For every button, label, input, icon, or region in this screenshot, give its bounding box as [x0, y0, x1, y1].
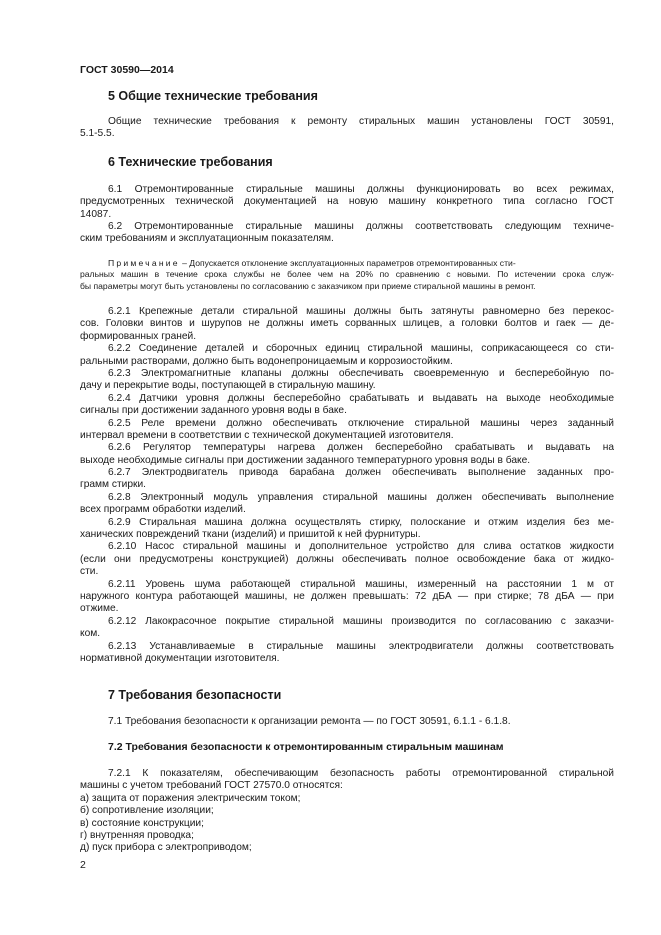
text-line: 14087. — [80, 208, 112, 220]
list-item: б) сопротивление изоляции; — [80, 805, 214, 817]
section-5-title: 5 Общие технические требования — [108, 89, 318, 103]
text-line: ским требованиям и эксплуатационным показателям. — [80, 233, 334, 245]
requirement-6-2-11 — [80, 579, 614, 616]
document-header: ГОСТ 30590—2014 — [80, 64, 174, 76]
requirement-6-2-13 — [80, 641, 614, 666]
text-line: (если они предусмотрены конструкцией) должны обеспечивать полное освобождение бака от жидко- — [80, 553, 614, 565]
text-line: грамм стирки. — [80, 479, 146, 491]
text-line: 6.2.5 Реле времени должно обеспечивать отключение стиральной машины через заданный — [108, 417, 614, 429]
text-line: Общие технические требования к ремонту стиральных машин установлены ГОСТ 30591, — [108, 116, 614, 127]
text-line: 7.2.1 К показателям, обеспечивающим безопасность работы отремонтированной стиральной — [108, 768, 614, 779]
text-line: 6.2.10 Насос стиральной машины и дополнительное устройство для слива остатков жидкости — [108, 541, 614, 553]
list-item: а) защита от поражения электрическим током; — [80, 792, 301, 804]
requirement-6-2-12 — [80, 616, 614, 641]
requirements-list — [80, 306, 614, 665]
requirement-6-2-3 — [80, 368, 614, 393]
requirement-6-2-2 — [80, 343, 614, 368]
text-line: выходе необходимые сигналы при достижении заданного температурного уровня воды в баке. — [80, 454, 531, 466]
text-line: 7.1 Требования безопасности к организации ремонта — по ГОСТ 30591, 6.1.1 - 6.1.8. — [108, 716, 511, 727]
requirement-6-2-8 — [80, 492, 614, 517]
paragraph-6-1 — [80, 184, 614, 221]
page-number: 2 — [80, 859, 86, 871]
note-text: – Допускается отклонение эксплуатационных параметров отремонтированных сти- — [179, 258, 516, 268]
text-line: 6.2.13 Устанавливаемые в стиральные машины электродвигатели должны соответствовать — [108, 640, 614, 652]
note — [80, 258, 614, 292]
section-6-title: 6 Технические требования — [108, 155, 273, 169]
text-line: предусмотренных технической документацией на новую машину конкретного типа согласно ГОСТ — [80, 196, 614, 208]
text-line: 6.2.12 Лакокрасочное покрытие стиральной машины производится по согласованию с заказчи- — [108, 615, 614, 627]
text-line: машины с учетом требований ГОСТ 27570.0 относятся: — [80, 780, 343, 792]
section-5-text — [80, 116, 614, 141]
text-line: 5.1-5.5. — [80, 128, 115, 140]
section-7-title: 7 Требования безопасности — [108, 688, 282, 702]
text-line: 6.2.2 Соединение деталей и сборочных единиц стиральной машины, соприкасающееся со сти- — [108, 343, 614, 355]
text-line: ханических повреждений ткани (изделий) и пришитой к ней фурнитуры. — [80, 529, 421, 541]
subsection-7-2-title: 7.2 Требования безопасности к отремонтированным стиральным машинам — [108, 741, 504, 753]
requirement-6-2-6 — [80, 442, 614, 467]
text-line: ральными растворами, должно быть водонепроницаемым и коррозиостойким. — [80, 355, 453, 367]
text-line: 6.2.11 Уровень шума работающей стиральной машины, измеренный на расстоянии 1 м от — [108, 578, 614, 590]
text-line: 6.2.4 Датчики уровня должны бесперебойно срабатывать и выдавать на выходе необходимые — [108, 392, 614, 404]
paragraph-7-1 — [80, 716, 614, 728]
list-item: в) состояние конструкции; — [80, 817, 204, 829]
text-line: сигналы при достижении заданного уровня воды в баке. — [80, 405, 347, 417]
note-label: Примечание — [108, 258, 180, 268]
text-line: 6.2.1 Крепежные детали стиральной машины должны быть затянуты равномерно без перекос- — [108, 306, 614, 317]
text-line: дачу и перекрытие воды, поступающей в стиральную машину. — [80, 380, 376, 392]
list-item: д) пуск прибора с электроприводом; — [80, 842, 252, 854]
text-line: 6.2.7 Электродвигатель привода барабана должен обеспечивать выполнение заданных про- — [108, 467, 614, 479]
requirement-6-2-7 — [80, 467, 614, 492]
text-line: интервал времени в соответствии с технической документацией изготовителя. — [80, 429, 454, 441]
note-line: бы параметры могут быть установлены по согласованию с заказчиком при приеме стиральной машины в ремонт. — [80, 280, 536, 291]
text-line: 6.2.3 Электромагнитные клапаны должны обеспечивать своевременную и бесперебойную по- — [108, 367, 614, 379]
text-line: сов. Головки винтов и шурупов не должны иметь сорванных шлицев, а головки болтов и гаек — де- — [80, 318, 614, 330]
requirement-6-2-9 — [80, 517, 614, 542]
text-line: 6.1 Отремонтированные стиральные машины должны функционировать во всех режимах, — [108, 184, 614, 195]
text-line: наружного контура работающей машины, не должен превышать: 72 дБА — при стирке; 78 дБА — при — [80, 590, 614, 602]
requirement-6-2-5 — [80, 418, 614, 443]
requirement-6-2-10 — [80, 541, 614, 578]
text-line: формированных граней. — [80, 330, 197, 342]
paragraph-7-2-1 — [80, 768, 614, 855]
text-line: отжиме. — [80, 603, 119, 615]
text-line: 6.2.9 Стиральная машина должна осуществлять стирку, полоскание и отжим изделия без ме- — [108, 516, 614, 528]
note-line: ральных машин в течение срока службы не более чем на 20% по сравнению с новыми. По истечении срока служ- — [80, 269, 614, 280]
paragraph-6-2 — [80, 221, 614, 246]
text-line: 6.2.6 Регулятор температуры нагрева должен бесперебойно срабатывать и выдавать на — [108, 442, 614, 454]
text-line: 6.2.8 Электронный модуль управления стиральной машины должен обеспечивать выполнение — [108, 491, 614, 503]
note-line-first — [80, 258, 614, 269]
text-line: ком. — [80, 628, 101, 640]
text-line: 6.2 Отремонтированные стиральные машины должны соответствовать следующим техниче- — [108, 221, 614, 232]
text-line: сти. — [80, 566, 99, 578]
text-line: всех программ обработки изделий. — [80, 504, 246, 516]
list-item: г) внутренняя проводка; — [80, 829, 194, 841]
requirement-6-2-4 — [80, 393, 614, 418]
text-line: нормативной документации изготовителя. — [80, 652, 280, 664]
requirement-6-2-1 — [80, 306, 614, 343]
